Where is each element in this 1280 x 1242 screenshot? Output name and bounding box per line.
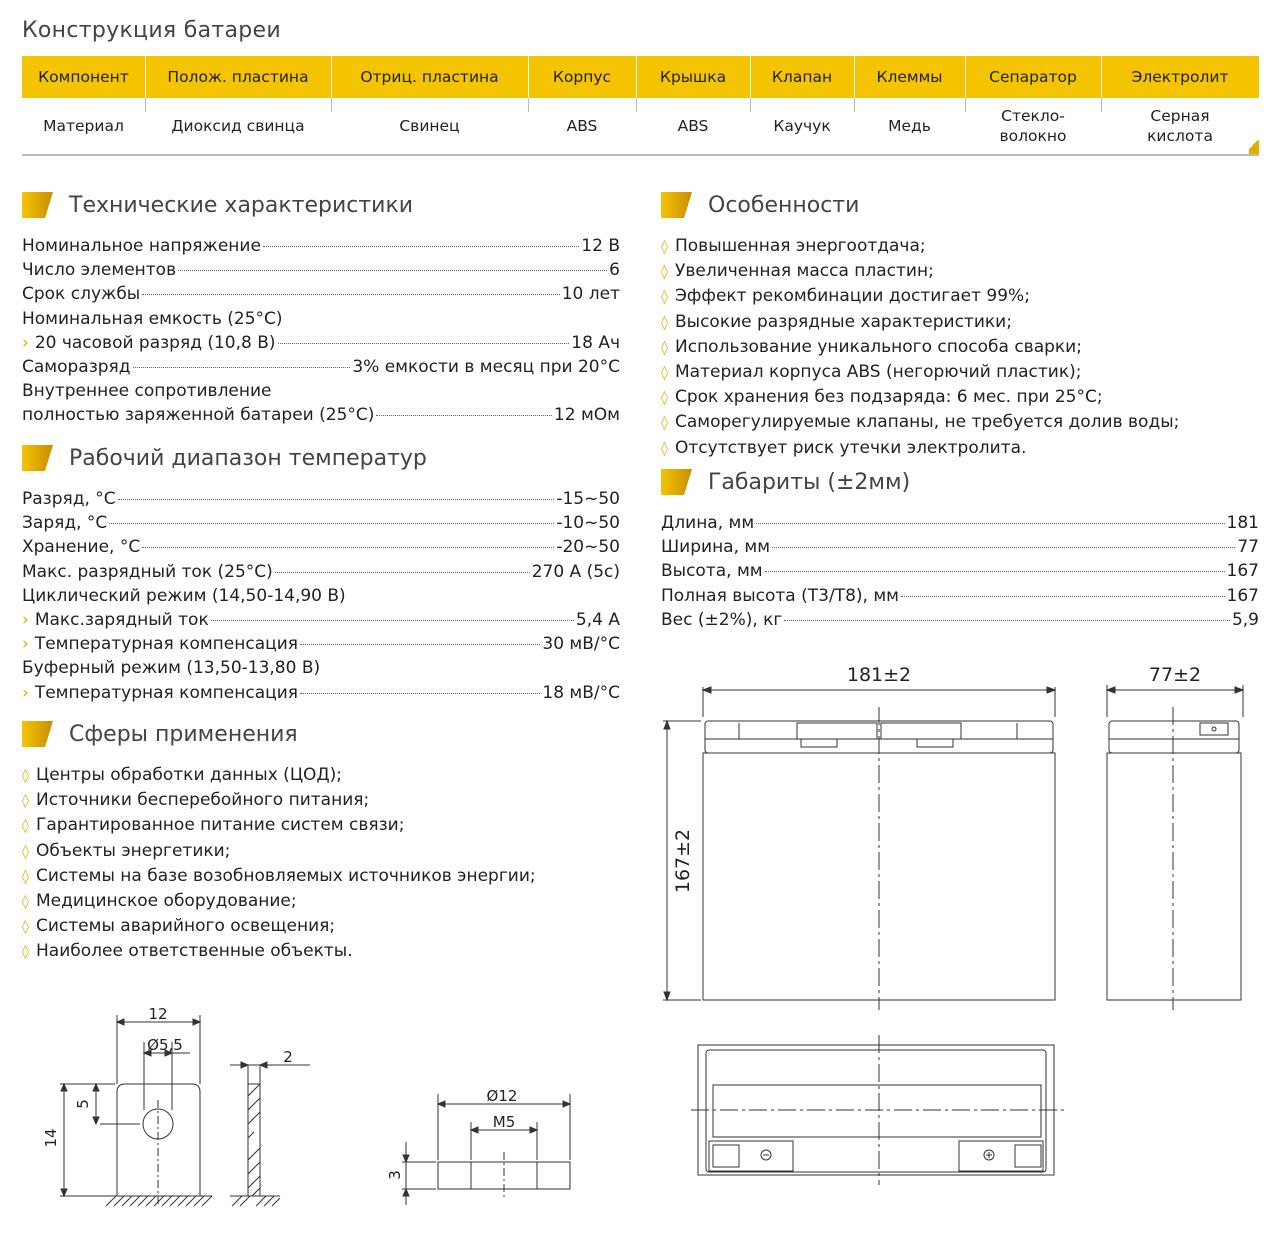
- list-item: [22, 864, 536, 889]
- diamond-bullet-icon: ◊: [22, 793, 29, 810]
- list-item: [661, 385, 1179, 410]
- table-header-cell: Корпус: [528, 56, 636, 98]
- tech-specs-list: [22, 234, 620, 428]
- spec-label: Температурная компенсация: [34, 682, 298, 703]
- table-cell: Свинец: [331, 98, 528, 154]
- spec-label: Число элементов: [22, 260, 177, 281]
- spec-label: Длина, мм: [661, 513, 755, 533]
- diamond-bullet-icon: ◊: [22, 894, 29, 911]
- list-item: [22, 813, 536, 838]
- list-item-text: Центры обработки данных (ЦОД);: [36, 765, 343, 785]
- spec-label: Макс. разрядный ток (25°C): [22, 561, 273, 582]
- spec-row: [22, 560, 620, 584]
- spec-label: Заряд, °С: [22, 513, 108, 534]
- spec-label: 20 часовой разряд (10,8 В): [34, 332, 276, 353]
- diamond-bullet-icon: ◊: [661, 239, 668, 255]
- spec-value: 5,4 А: [575, 610, 620, 631]
- list-item-text: Объекты энергетики;: [36, 840, 231, 861]
- spec-label: Внутреннее сопротивление: [22, 381, 272, 402]
- spec-value: 30 мВ/°С: [542, 634, 620, 655]
- diamond-bullet-icon: ◊: [661, 264, 668, 281]
- table-header-cell: Отриц. пластина: [331, 56, 528, 98]
- spec-label: Вес (±2%), кг: [661, 609, 783, 630]
- dot-leader: [275, 572, 530, 573]
- list-item-text: Источники бесперебойного питания;: [36, 790, 370, 811]
- dimensions-list: [661, 511, 1259, 632]
- spec-value: 181: [1226, 513, 1259, 533]
- corner-mark: [1249, 134, 1259, 154]
- diamond-bullet-icon: ◊: [661, 365, 668, 382]
- side-view: [1107, 685, 1243, 1010]
- list-item-text: Срок хранения без подзаряда: 6 мес. при 25°C;: [675, 387, 1103, 408]
- diamond-bullet-icon: ◊: [661, 314, 668, 331]
- chevron-right-icon: ›: [22, 332, 29, 353]
- spec-row: [661, 535, 1259, 559]
- dot-leader: [376, 415, 552, 416]
- list-item: [661, 436, 1179, 461]
- spec-value: 12 мОм: [553, 405, 620, 426]
- section-heading-apps: [22, 721, 298, 747]
- terminal-drawing: [40, 1000, 600, 1215]
- list-item: [22, 889, 536, 914]
- dot-leader: [118, 499, 555, 500]
- list-item: [22, 939, 536, 964]
- spec-label: Температурная компенсация: [34, 634, 298, 655]
- list-item: [661, 360, 1179, 385]
- section-marker-icon: [661, 469, 692, 495]
- section-marker-icon: [661, 192, 692, 218]
- chevron-right-icon: ›: [22, 634, 29, 655]
- spec-label: Макс.зарядный ток: [34, 610, 209, 631]
- spec-label: Ширина, мм: [661, 537, 771, 558]
- spec-label: Разряд, °С: [22, 489, 116, 509]
- spec-row: [22, 307, 620, 331]
- spec-row: [22, 656, 620, 680]
- spec-row: [22, 282, 620, 306]
- list-item-text: Высокие разрядные характеристики;: [675, 311, 1012, 332]
- spec-value: 5,9: [1231, 609, 1259, 630]
- dot-leader: [901, 596, 1225, 597]
- list-item-text: Материал корпуса ABS (негорючий пластик);: [675, 362, 1082, 383]
- section-marker-icon: [22, 445, 53, 471]
- table-header-cell: Клапан: [750, 56, 854, 98]
- terminal-height-label: 14: [42, 1128, 60, 1148]
- spec-row: [22, 584, 620, 608]
- spec-value: 6: [609, 260, 620, 281]
- section-heading-tech: [22, 192, 413, 218]
- spec-value: -10~50: [556, 513, 620, 534]
- dot-leader: [765, 571, 1225, 572]
- spec-value: 270 А (5с): [531, 561, 620, 582]
- section-heading-dims: [661, 469, 910, 495]
- chevron-right-icon: ›: [22, 610, 29, 631]
- spec-row: [22, 403, 620, 427]
- section-heading-features: [661, 192, 859, 218]
- list-item: [22, 788, 536, 813]
- chevron-right-icon: ›: [22, 682, 29, 703]
- spec-row: [661, 559, 1259, 583]
- spec-row: [22, 331, 620, 355]
- diamond-bullet-icon: ◊: [661, 289, 668, 306]
- spec-row: [22, 535, 620, 559]
- diamond-bullet-icon: ◊: [22, 768, 29, 784]
- table-header-cell: Клеммы: [854, 56, 965, 98]
- dot-leader: [178, 270, 607, 271]
- section-title: Особенности: [708, 192, 860, 218]
- diamond-bullet-icon: ◊: [661, 339, 668, 356]
- terminal-hole-label: Ø5,5: [147, 1036, 183, 1054]
- spec-row: [661, 584, 1259, 608]
- dot-leader: [263, 246, 579, 247]
- dot-leader: [211, 620, 574, 621]
- list-item-text: Повышенная энергоотдача;: [675, 236, 926, 256]
- terminal-thickness-label: 2: [283, 1048, 293, 1066]
- ground-hatch: [106, 1196, 212, 1206]
- table-cell: ABS: [636, 98, 750, 154]
- list-item: [661, 410, 1179, 435]
- height-dimension: 167±2: [672, 828, 694, 894]
- dot-leader: [756, 523, 1224, 524]
- list-item: [661, 310, 1179, 335]
- section-title: Габариты (±2мм): [708, 469, 911, 495]
- list-item-text: Эффект рекомбинации достигает 99%;: [675, 286, 1030, 307]
- battery-drawing: [655, 655, 1275, 1195]
- spec-row: [22, 632, 620, 656]
- dot-leader: [142, 294, 560, 295]
- list-item: [661, 259, 1179, 284]
- list-item: [661, 335, 1179, 360]
- page-title: Конструкция батареи: [22, 18, 281, 43]
- dot-leader: [109, 523, 554, 524]
- features-list: [661, 234, 1179, 461]
- spec-row: [22, 487, 620, 511]
- spec-value: -15~50: [556, 489, 620, 509]
- table-cell: ABS: [528, 98, 636, 154]
- diamond-bullet-icon: ◊: [22, 868, 29, 885]
- spec-row: [22, 379, 620, 403]
- spec-label: Номинальная емкость (25°C): [22, 308, 283, 329]
- spec-label: Буферный режим (13,50-13,80 В): [22, 658, 321, 679]
- spec-label: Хранение, °С: [22, 537, 141, 558]
- section-title: Рабочий диапазон температур: [69, 445, 427, 471]
- list-item-text: Медицинское оборудование;: [36, 891, 297, 912]
- list-item: [22, 763, 536, 788]
- list-item-text: Отсутствует риск утечки электролита.: [675, 437, 1027, 458]
- dot-leader: [133, 367, 351, 368]
- nut-thread-label: M5: [492, 1113, 516, 1131]
- spec-value: 167: [1226, 585, 1259, 606]
- section-title: Технические характеристики: [69, 192, 414, 218]
- spec-value: 18 мВ/°С: [542, 682, 620, 703]
- diamond-bullet-icon: ◊: [22, 919, 29, 936]
- spec-row: [22, 681, 620, 705]
- top-view: [691, 1035, 1065, 1185]
- nut-height-label: 3: [386, 1170, 404, 1180]
- dot-leader: [772, 547, 1235, 548]
- list-item: [22, 914, 536, 939]
- front-view: [663, 687, 1055, 1010]
- diamond-bullet-icon: ◊: [661, 415, 668, 432]
- spec-row: [661, 608, 1259, 632]
- table-header-cell: Сепаратор: [965, 56, 1101, 98]
- spec-label: Высота, мм: [661, 561, 763, 582]
- section-marker-icon: [22, 192, 53, 218]
- diamond-bullet-icon: ◊: [22, 818, 29, 835]
- spec-label: Циклический режим (14,50-14,90 В): [22, 585, 346, 606]
- nut-diameter-label: Ø12: [486, 1087, 518, 1105]
- length-dimension: 181±2: [846, 664, 912, 686]
- dot-leader: [300, 693, 540, 694]
- section-marker-icon: [22, 721, 53, 747]
- list-item-text: Наиболее ответственные объекты.: [36, 941, 353, 962]
- list-item-text: Саморегулируемые клапаны, не требуется долив воды;: [675, 412, 1180, 433]
- spec-label: Срок службы: [22, 284, 141, 305]
- list-item-text: Увеличенная масса пластин;: [675, 261, 934, 282]
- spec-label: Номинальное напряжение: [22, 236, 261, 256]
- applications-list: [22, 763, 536, 965]
- construction-table: [22, 56, 1259, 156]
- table-cell: Диоксид свинца: [145, 98, 331, 154]
- spec-row: [22, 355, 620, 379]
- spec-value: 10 лет: [561, 284, 620, 305]
- table-header-cell: Крышка: [636, 56, 750, 98]
- dot-leader: [300, 644, 540, 645]
- list-item-text: Системы на базе возобновляемых источников энергии;: [36, 865, 536, 886]
- diamond-bullet-icon: ◊: [661, 440, 668, 457]
- width-dimension: 77±2: [1148, 664, 1202, 686]
- diamond-bullet-icon: ◊: [22, 843, 29, 860]
- terminal-hole-height-label: 5: [74, 1099, 92, 1109]
- spec-value: 12 В: [581, 236, 620, 256]
- spec-value: 3% емкости в месяц при 20°С: [352, 357, 620, 378]
- section-heading-temp: [22, 445, 427, 471]
- spec-value: 167: [1226, 561, 1259, 582]
- dot-leader: [278, 343, 570, 344]
- table-header-cell: Компонент: [38, 68, 129, 86]
- table-cell: Серная кислота: [1101, 98, 1259, 154]
- spec-label: Саморазряд: [22, 357, 131, 378]
- list-item-text: Использование уникального способа сварки;: [675, 336, 1082, 357]
- spec-row: [22, 608, 620, 632]
- section-title: Сферы применения: [69, 721, 298, 747]
- list-item-text: Гарантированное питание систем связи;: [36, 815, 405, 836]
- terminal-width-label: 12: [148, 1005, 168, 1023]
- table-cell: Каучук: [750, 98, 854, 154]
- spec-value: -20~50: [556, 537, 620, 558]
- spec-row: [22, 258, 620, 282]
- diamond-bullet-icon: ◊: [22, 944, 29, 961]
- list-item: [661, 234, 1179, 259]
- spec-value: 18 Ач: [571, 332, 620, 353]
- dot-leader: [142, 547, 554, 548]
- table-header-cell: Полож. пластина: [145, 56, 331, 98]
- table-header-cell: Электролит: [1101, 56, 1259, 98]
- spec-value: 77: [1237, 537, 1259, 558]
- list-item: [22, 839, 536, 864]
- spec-row: [661, 511, 1259, 535]
- spec-label: полностью заряженной батареи (25°C): [22, 405, 375, 426]
- spec-row: [22, 234, 620, 258]
- dot-leader: [784, 620, 1230, 621]
- table-cell: Медь: [854, 98, 965, 154]
- temp-specs-list: [22, 487, 620, 705]
- spec-label: Полная высота (Т3/Т8), мм: [661, 585, 899, 606]
- list-item-text: Системы аварийного освещения;: [36, 916, 336, 937]
- diamond-bullet-icon: ◊: [661, 390, 668, 407]
- table-row: [22, 98, 1259, 156]
- table-cell: Материал: [43, 117, 124, 135]
- list-item: [661, 284, 1179, 309]
- spec-row: [22, 511, 620, 535]
- table-cell: Стекло- волокно: [965, 98, 1101, 154]
- table-header-row: [22, 56, 1259, 98]
